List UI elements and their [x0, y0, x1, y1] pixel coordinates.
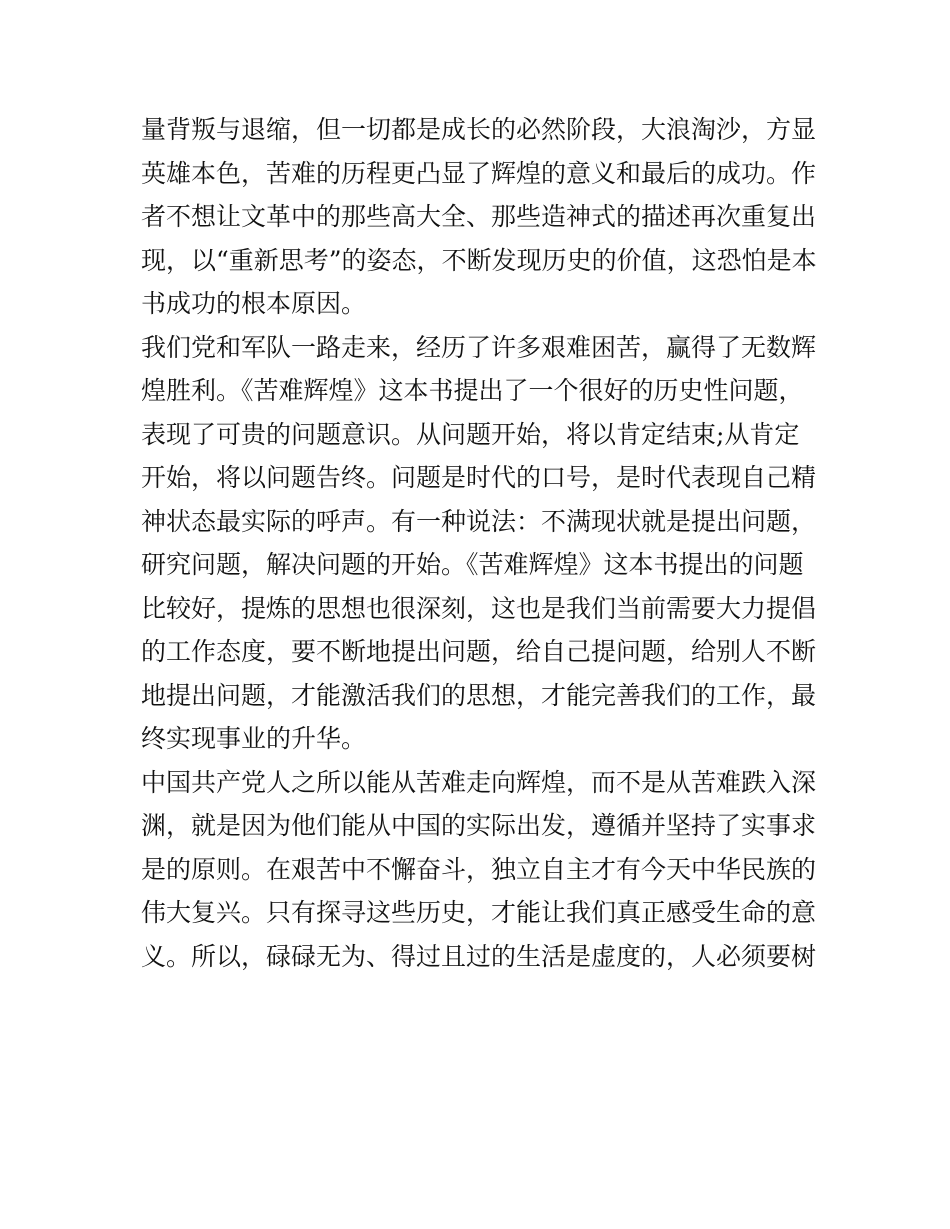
- text-line: 是的原则。在艰苦中不懈奋斗，独立自主才有今天中华民族的: [141, 854, 817, 884]
- text-line: 神状态最实际的呼声。有一种说法：不满现状就是提出问题，: [141, 506, 817, 536]
- text-line: 地提出问题，才能激活我们的思想，才能完善我们的工作，最: [141, 680, 817, 710]
- text-line: 伟大复兴。只有探寻这些历史，才能让我们真正感受生命的意: [141, 898, 817, 927]
- text-line: 煌胜利。《苦难辉煌》这本书提出了一个很好的历史性问题，: [141, 376, 804, 405]
- text-line: 表现了可贵的问题意识。从问题开始，将以肯定结束;从肯定: [141, 419, 800, 449]
- text-line: 终实现事业的升华。: [141, 724, 367, 753]
- text-line: 现，以“重新思考”的姿态，不断发现历史的价值，这恐怕是本: [141, 245, 817, 275]
- text-line: 义。所以，碌碌无为、得过且过的生活是虚度的，人必须要树: [141, 941, 817, 971]
- text-line: 我们党和军队一路走来，经历了许多艰难困苦，赢得了无数辉: [141, 332, 817, 362]
- text-line: 比较好，提炼的思想也很深刻，这也是我们当前需要大力提倡: [141, 593, 817, 623]
- text-line: 开始，将以问题告终。问题是时代的口号，是时代表现自己精: [141, 463, 817, 492]
- text-line: 书成功的根本原因。: [141, 289, 367, 318]
- text-line: 的工作态度，要不断地提出问题，给自己提问题，给别人不断: [141, 637, 817, 666]
- text-line: 英雄本色，苦难的历程更凸显了辉煌的意义和最后的成功。作: [141, 158, 817, 188]
- text-line: 渊，就是因为他们能从中国的实际出发，遵循并坚持了实事求: [141, 811, 817, 840]
- text-line: 者不想让文革中的那些高大全、那些造神式的描述再次重复出: [141, 202, 817, 231]
- text-line: 研究问题，解决问题的开始。《苦难辉煌》这本书提出的问题: [141, 550, 804, 579]
- text-line: 量背叛与退缩，但一切都是成长的必然阶段，大浪淘沙，方显: [141, 115, 817, 144]
- text-line: 中国共产党人之所以能从苦难走向辉煌，而不是从苦难跌入深: [141, 767, 817, 797]
- document-body: [141, 108, 821, 978]
